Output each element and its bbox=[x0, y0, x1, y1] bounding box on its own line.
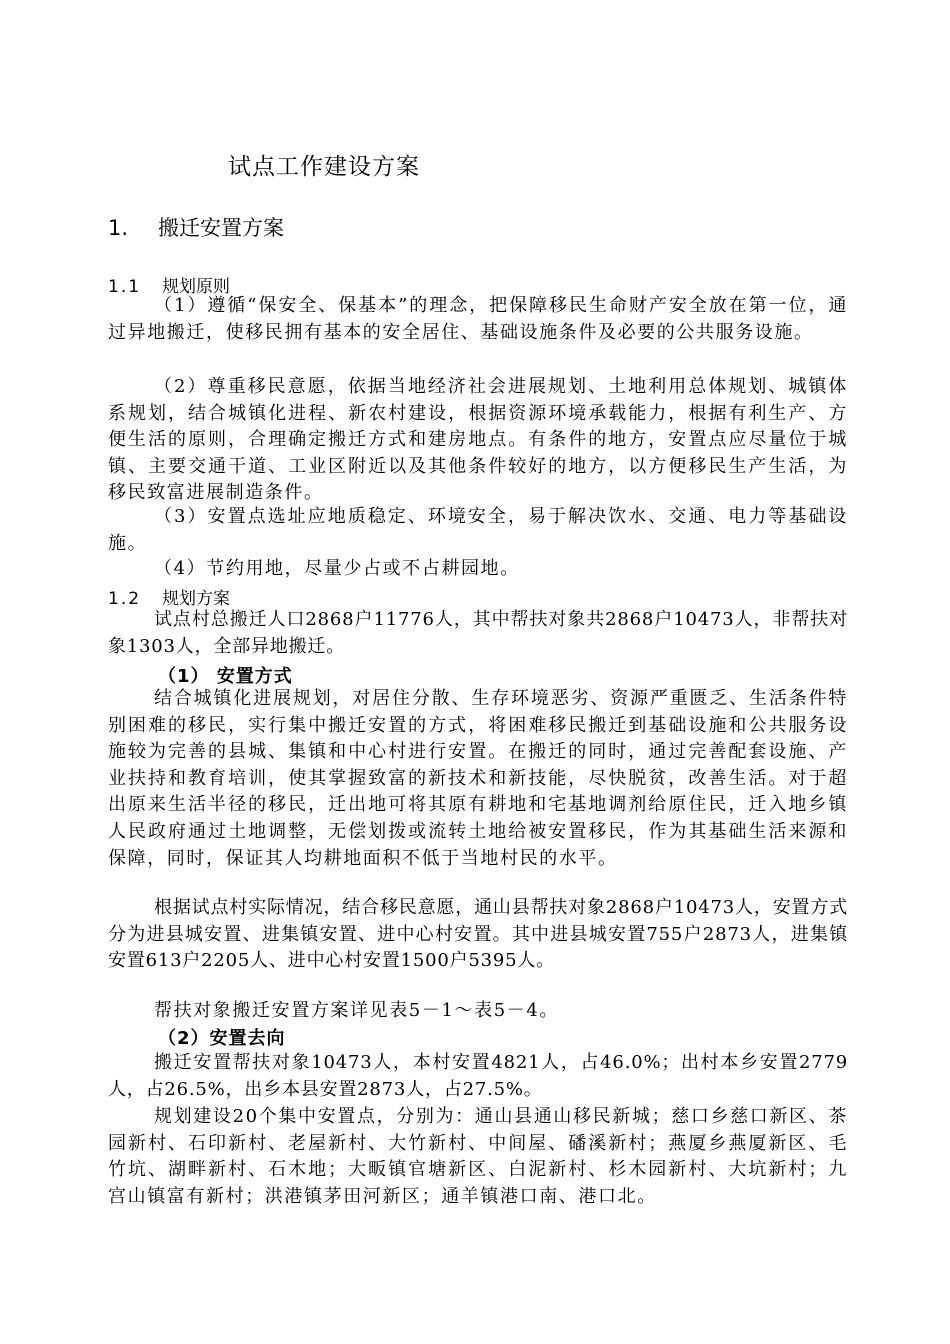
placement-destination-paragraph-2: 规划建设20个集中安置点，分别为：通山县通山移民新城；慈口乡慈口新区、茶园新村、石印新村、老屋新村、大竹新村、中间屋、磻溪新村；燕厦乡燕厦新区、毛竹坑、湖畔新村、石木地；大畈镇官塘新区、白泥新村、杉木园新村、大坑新村；九宫山镇富有新村；洪港镇茅田河新区；通羊镇港口南、港口北。 bbox=[108, 1106, 848, 1207]
section-number: 1.2 bbox=[108, 589, 142, 609]
placement-method-paragraph-1: 结合城镇化进展规划，对居住分散、生存环境恶劣、资源严重匮乏、生活条件特别困难的移民，实行集中搬迁安置的方式，将困难移民搬迁到基础设施和公共服务设施较为完善的县城、集镇和中心村进行安置。在搬迁的同时，通过完善配套设施、产业扶持和教育培训，使其掌握致富的新技术和新技能，尽快脱贫，改善生活。对于超出原来生活半径的移民，迁出地可将其原有耕地和宅基地调剂给原住民，迁入地乡镇人民政府通过土地调整，无偿划拨或流转土地给被安置移民，作为其基础生活来源和保障，同时，保证其人均耕地面积不低于当地村民的水平。 bbox=[108, 688, 848, 869]
principle-paragraph-1: （1）遵循“保安全、保基本”的理念，把保障移民生命财产安全放在第一位，通过异地搬迁，使移民拥有基本的安全居住、基础设施条件及必要的公共服务设施。 bbox=[108, 295, 848, 343]
placement-method-paragraph-2: 根据试点村实际情况，结合移民意愿，通山县帮扶对象2868户10473人，安置方式分为进县城安置、进集镇安置、进中心村安置。其中进县城安置755户2873人，进集镇安置613户2205人、进中心村安置1500户5395人。 bbox=[108, 897, 848, 972]
principle-paragraph-4: （4）节约用地，尽量少占或不占耕园地。 bbox=[154, 558, 520, 579]
section-label: 搬迁安置方案 bbox=[158, 216, 284, 240]
subheading-placement-method: （1） 安置方式 bbox=[158, 666, 293, 687]
principle-paragraph-3: （3）安置点选址应地质稳定、环境安全，易于解决饮水、交通、电力等基础设施。 bbox=[108, 506, 848, 554]
section-label: 规划方案 bbox=[162, 589, 230, 609]
subheading-placement-destination: （2）安置去向 bbox=[158, 1028, 286, 1049]
section-number: 1. bbox=[108, 216, 129, 240]
document-title: 试点工作建设方案 bbox=[228, 154, 420, 180]
section-label: 规划原则 bbox=[162, 277, 230, 297]
placement-method-paragraph-3: 帮扶对象搬迁安置方案详见表5－1～表5－4。 bbox=[154, 1000, 560, 1021]
placement-destination-paragraph-1: 搬迁安置帮扶对象10473人，本村安置4821人，占46.0%；出村本乡安置2779人，占26.5%，出乡本县安置2873人，占27.5%。 bbox=[108, 1052, 848, 1100]
section-heading-1-2 bbox=[108, 584, 230, 609]
section-number: 1.1 bbox=[108, 277, 142, 297]
plan-intro-paragraph: 试点村总搬迁人口2868户11776人，其中帮扶对象共2868户10473人，非帮扶对象1303人，全部异地搬迁。 bbox=[108, 609, 848, 657]
section-heading-1 bbox=[108, 212, 284, 242]
principle-paragraph-2: （2）尊重移民意愿，依据当地经济社会进展规划、土地利用总体规划、城镇体系规划，结合城镇化进程、新农村建设，根据资源环境承载能力，根据有利生产、方便生活的原则，合理确定搬迁方式和建房地点。有条件的地方，安置点应尽量位于城镇、主要交通干道、工业区附近以及其他条件较好的地方，以方便移民生产生活，为移民致富进展制造条件。 bbox=[108, 376, 848, 504]
